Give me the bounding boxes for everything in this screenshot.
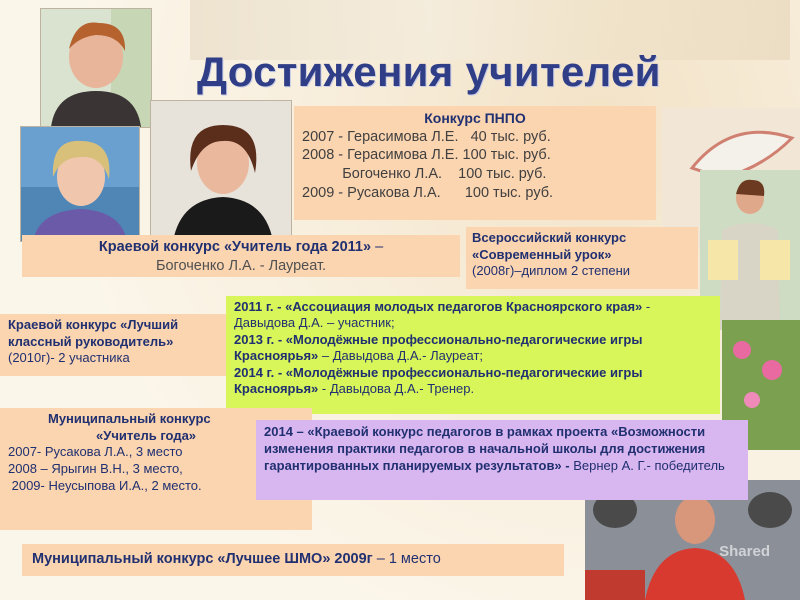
shmo-title: Муниципальный конкурс «Лучшее ШМО» 2009г xyxy=(32,551,373,567)
young-teachers-2011-title: 2011 г. - «Ассоциация молодых педагогов Красноярского края» xyxy=(234,299,643,314)
modern-lesson-line2: «Современный урок» xyxy=(472,246,612,262)
teacher-photo-2 xyxy=(20,126,140,242)
regional-2014-title: 2014 – «Краевой конкурс педагогов в рамках проекта «Возможности изменения практики педагогов в начальной школы для достижения гарантированных планируемых результатов» - xyxy=(264,424,706,473)
pnpo-line: 2007 - Герасимова Л.Е. 40 тыс. руб. xyxy=(302,128,551,145)
municipal-teacher-line1: Муниципальный конкурс xyxy=(48,411,211,426)
municipal-teacher-result: 2008 – Ярыгин В.Н., 3 место, xyxy=(8,460,183,476)
modern-lesson-line1: Всероссийский конкурс xyxy=(472,230,627,245)
teacher-photo-3 xyxy=(150,100,292,242)
best-class-teacher-line2: классный руководитель» xyxy=(8,333,174,349)
regional-2014-text: Вернер А. Г.- победитель xyxy=(569,457,725,473)
municipal-teacher-result: 2009- Неусыпова И.А., 2 место. xyxy=(8,477,202,493)
young-teachers-2014-title: 2014 г. - «Молодёжные профессионально-педагогические игры Красноярья» xyxy=(234,364,643,396)
modern-lesson-line3: (2008г)–диплом 2 степени xyxy=(472,263,631,279)
pnpo-line: Богоченко Л.А. 100 тыс. руб. xyxy=(302,166,547,182)
young-teachers-box xyxy=(226,296,720,414)
teacher-photo-1 xyxy=(40,8,152,128)
municipal-teacher-line2: «Учитель года» xyxy=(96,427,197,443)
shmo-result: – 1 место xyxy=(372,551,441,567)
young-teachers-2013-title: 2013 г. - «Молодёжные профессионально-педагогические игры Красноярья» xyxy=(234,331,643,364)
young-teachers-2014-text: - Давыдова Д.А.- Тренер. xyxy=(318,380,475,396)
municipal-teacher-result: 2007- Русакова Л.А., 3 место xyxy=(8,444,183,460)
modern-lesson-box xyxy=(466,227,698,289)
young-teachers-2013-text: – Давыдова Д.А.- Лауреат; xyxy=(318,348,484,364)
pnpo-line: 2009 - Русакова Л.А. 100 тыс. руб. xyxy=(302,184,554,201)
watermark: Shared xyxy=(719,543,770,560)
best-class-teacher-line3: (2010г)- 2 участника xyxy=(8,350,130,366)
best-class-teacher-box xyxy=(0,314,228,376)
young-teachers-2011-text: - Давыдова Д.А. – участник; xyxy=(234,299,651,331)
dash: – xyxy=(371,239,384,255)
teacher-of-year-2011-text: Богоченко Л.А. - Лауреат. xyxy=(155,257,327,274)
pnpo-box xyxy=(294,106,656,220)
regional-2014-box xyxy=(256,420,748,500)
shmo-box xyxy=(22,544,564,576)
pnpo-header: Конкурс ПНПО xyxy=(424,110,526,126)
pnpo-line: 2008 - Герасимова Л.Е. 100 тыс. руб. xyxy=(302,147,551,164)
teacher-of-year-2011-box xyxy=(22,235,460,277)
slide-title: Достижения учителей xyxy=(197,48,661,95)
best-class-teacher-line1: Краевой конкурс «Лучший xyxy=(8,317,179,332)
teacher-of-year-2011-title: Краевой конкурс «Учитель года 2011» xyxy=(98,239,372,255)
